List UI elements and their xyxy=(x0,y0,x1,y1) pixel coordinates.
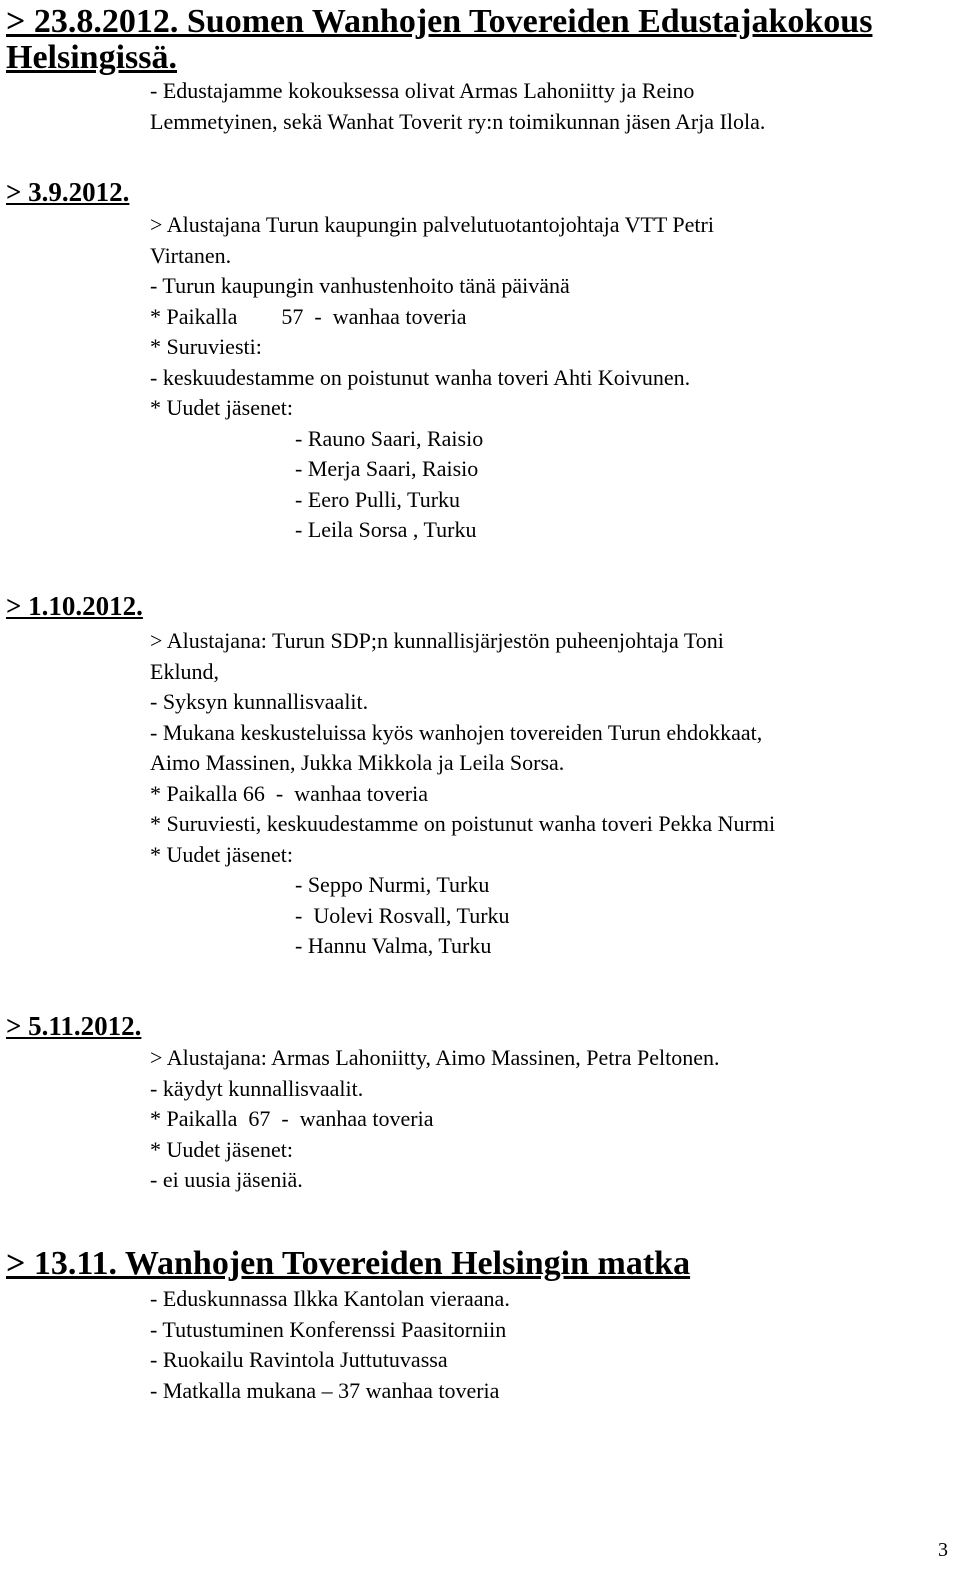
section-body-1-10-2012 xyxy=(150,626,950,962)
text-line: * Paikalla 67 - wanhaa toveria xyxy=(150,1106,434,1131)
member-item: - Rauno Saari, Raisio xyxy=(295,425,484,451)
text-line: * Uudet jäsenet: xyxy=(150,395,293,420)
text-line: - Edustajamme kokouksessa olivat Armas Lahoniitty ja Reino xyxy=(150,78,695,103)
section-heading-3-9-2012: > 3.9.2012. xyxy=(6,177,130,207)
text-line: Lemmetyinen, sekä Wanhat Toverit ry:n toimikunnan jäsen Arja Ilola. xyxy=(150,108,766,134)
text-line: - Eduskunnassa Ilkka Kantolan vieraana. xyxy=(150,1286,510,1311)
page-number: 3 xyxy=(938,1539,948,1561)
text-line: * Paikalla 66 - wanhaa toveria xyxy=(150,780,428,806)
text-line: - Turun kaupungin vanhustenhoito tänä päivänä xyxy=(150,273,570,298)
text-line: - keskuudestamme on poistunut wanha toveri Ahti Koivunen. xyxy=(150,364,691,390)
section-heading-13-11: > 13.11. Wanhojen Tovereiden Helsingin matka xyxy=(6,1245,691,1282)
section-heading-23-8-2012: > 23.8.2012. Suomen Wanhojen Tovereiden Edustajakokous xyxy=(6,3,873,40)
text-line: - ei uusia jäseniä. xyxy=(150,1167,303,1192)
member-item: - Uolevi Rosvall, Turku xyxy=(295,902,510,928)
text-line: > Alustajana: Armas Lahoniitty, Aimo Massinen, Petra Peltonen. xyxy=(150,1045,720,1070)
text-line: * Suruviesti, keskuudestamme on poistunut wanha toveri Pekka Nurmi xyxy=(150,811,776,836)
text-line: * Uudet jäsenet: xyxy=(150,1136,293,1162)
section-heading-5-11-2012: > 5.11.2012. xyxy=(6,1011,142,1041)
text-line: > Alustajana Turun kaupungin palvelutuotantojohtaja VTT Petri xyxy=(150,212,714,237)
text-line: * Paikalla 57 - wanhaa toveria xyxy=(150,303,467,329)
text-line: - Matkalla mukana – 37 wanhaa toveria xyxy=(150,1377,500,1403)
member-item: - Seppo Nurmi, Turku xyxy=(295,872,490,897)
member-item: - Eero Pulli, Turku xyxy=(295,486,461,512)
member-item: - Merja Saari, Raisio xyxy=(295,456,479,481)
section-body-13-11 xyxy=(150,1284,950,1406)
text-line: Aimo Massinen, Jukka Mikkola ja Leila Sorsa. xyxy=(150,750,565,775)
text-line: - Tutustuminen Konferenssi Paasitorniin xyxy=(150,1316,507,1342)
section-body-23-8-2012 xyxy=(150,76,950,137)
text-line: - Mukana keskusteluissa kyös wanhojen tovereiden Turun ehdokkaat, xyxy=(150,719,763,745)
text-line: - käydyt kunnallisvaalit. xyxy=(150,1075,364,1101)
text-line: Virtanen. xyxy=(150,242,232,268)
section-heading-23-8-2012-line2: Helsingissä. xyxy=(6,39,177,76)
text-line: * Suruviesti: xyxy=(150,334,262,359)
member-item: - Leila Sorsa , Turku xyxy=(295,517,477,542)
text-line: - Ruokailu Ravintola Juttutuvassa xyxy=(150,1347,448,1372)
member-item: - Hannu Valma, Turku xyxy=(295,933,492,958)
section-body-5-11-2012 xyxy=(150,1043,950,1196)
text-line: Eklund, xyxy=(150,658,220,684)
text-line: - Syksyn kunnallisvaalit. xyxy=(150,689,369,714)
section-body-3-9-2012 xyxy=(150,210,950,546)
section-heading-1-10-2012: > 1.10.2012. xyxy=(6,591,143,621)
text-line: > Alustajana: Turun SDP;n kunnallisjärjestön puheenjohtaja Toni xyxy=(150,628,724,653)
text-line: * Uudet jäsenet: xyxy=(150,841,293,867)
